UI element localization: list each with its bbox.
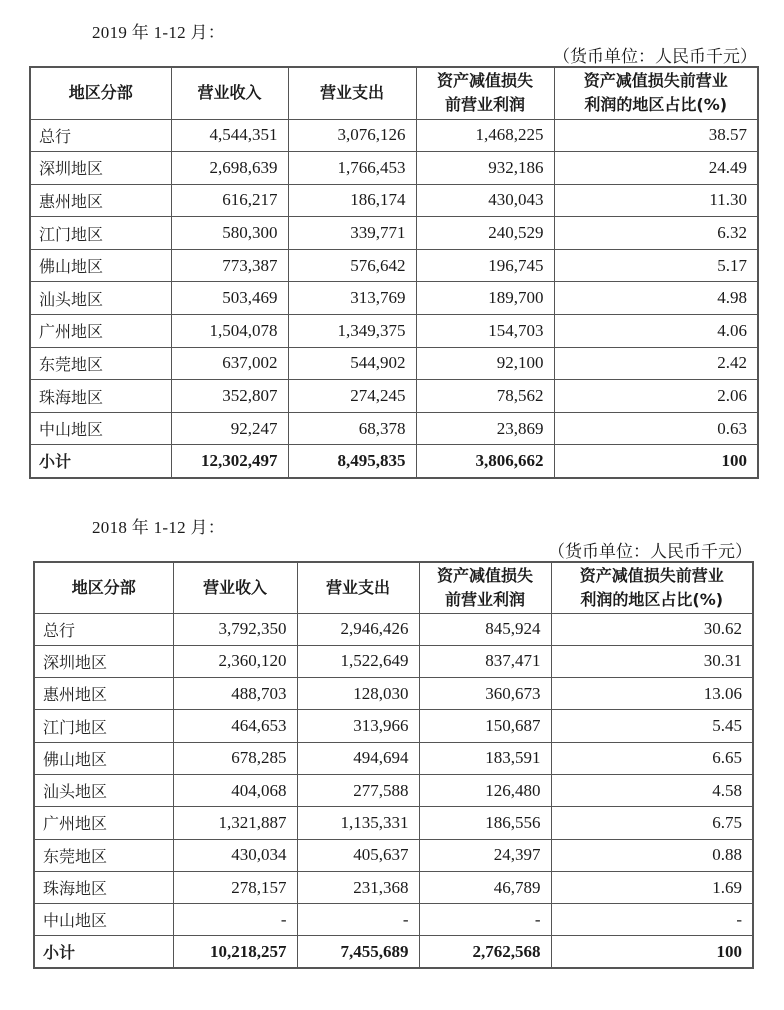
- cell-region: 总行: [34, 613, 173, 645]
- cell-expense: 274,245: [288, 380, 416, 413]
- cell-income: 637,002: [171, 347, 288, 380]
- cell-income: 488,703: [173, 678, 297, 710]
- table-row: [34, 613, 753, 645]
- cell-share: 13.06: [551, 678, 753, 710]
- table-row: [30, 217, 758, 250]
- table-row: [30, 184, 758, 217]
- cell-profit: 360,673: [419, 678, 551, 710]
- table-row: [34, 774, 753, 806]
- cell-share: 11.30: [554, 184, 758, 217]
- cell-expense: 576,642: [288, 249, 416, 282]
- cell-total-profit: 3,806,662: [416, 445, 554, 478]
- header-region: 地区分部: [34, 562, 173, 613]
- table-row: [30, 315, 758, 348]
- header-operating-income: 营业收入: [171, 67, 288, 119]
- table-row: [34, 742, 753, 774]
- cell-region: 江门地区: [34, 710, 173, 742]
- cell-share: 30.31: [551, 645, 753, 677]
- cell-expense: 128,030: [297, 678, 419, 710]
- table-row: [34, 645, 753, 677]
- cell-region: 江门地区: [30, 217, 171, 250]
- cell-income: 2,360,120: [173, 645, 297, 677]
- header-profit-share-pct: 资产减值损失前营业 利润的地区占比(%): [554, 67, 758, 119]
- cell-expense: 186,174: [288, 184, 416, 217]
- cell-region: 总行: [30, 119, 171, 152]
- cell-profit: 837,471: [419, 645, 551, 677]
- cell-profit: 189,700: [416, 282, 554, 315]
- cell-share: 2.06: [554, 380, 758, 413]
- header-operating-expense: 营业支出: [288, 67, 416, 119]
- table-row: [30, 119, 758, 152]
- cell-expense: 1,766,453: [288, 152, 416, 185]
- cell-income: 92,247: [171, 412, 288, 445]
- cell-share: 1.69: [551, 871, 753, 903]
- cell-region: 珠海地区: [30, 380, 171, 413]
- cell-expense: 3,076,126: [288, 119, 416, 152]
- cell-profit: 92,100: [416, 347, 554, 380]
- cell-profit: 126,480: [419, 774, 551, 806]
- table-row: [34, 807, 753, 839]
- cell-share: 38.57: [554, 119, 758, 152]
- cell-share: 6.75: [551, 807, 753, 839]
- cell-region: 汕头地区: [34, 774, 173, 806]
- cell-region: 珠海地区: [34, 871, 173, 903]
- header-profit-before-impairment: 资产减值损失 前营业利润: [416, 67, 554, 119]
- cell-profit: 196,745: [416, 249, 554, 282]
- cell-region: 佛山地区: [34, 742, 173, 774]
- cell-expense: 544,902: [288, 347, 416, 380]
- cell-expense: 1,522,649: [297, 645, 419, 677]
- header-profit-share-pct: 资产减值损失前营业 利润的地区占比(%): [551, 562, 753, 613]
- cell-share: 6.32: [554, 217, 758, 250]
- cell-profit: 430,043: [416, 184, 554, 217]
- cell-region: 东莞地区: [34, 839, 173, 871]
- cell-share: 0.63: [554, 412, 758, 445]
- cell-share: -: [551, 904, 753, 936]
- cell-total-share: 100: [551, 936, 753, 968]
- cell-total-expense: 7,455,689: [297, 936, 419, 968]
- cell-expense: 1,135,331: [297, 807, 419, 839]
- cell-region: 中山地区: [30, 412, 171, 445]
- cell-total-profit: 2,762,568: [419, 936, 551, 968]
- cell-expense: 313,769: [288, 282, 416, 315]
- cell-expense: -: [297, 904, 419, 936]
- cell-expense: 277,588: [297, 774, 419, 806]
- cell-profit: 46,789: [419, 871, 551, 903]
- table-row: [30, 282, 758, 315]
- table-row: [34, 710, 753, 742]
- cell-income: 503,469: [171, 282, 288, 315]
- cell-share: 4.58: [551, 774, 753, 806]
- table-total-row: [34, 936, 753, 968]
- cell-expense: 231,368: [297, 871, 419, 903]
- currency-unit-note-2018: （货币单位：人民币千元）: [548, 542, 752, 561]
- cell-total-expense: 8,495,835: [288, 445, 416, 478]
- cell-profit: -: [419, 904, 551, 936]
- cell-share: 5.45: [551, 710, 753, 742]
- cell-expense: 2,946,426: [297, 613, 419, 645]
- cell-income: 1,321,887: [173, 807, 297, 839]
- cell-profit: 845,924: [419, 613, 551, 645]
- cell-region: 深圳地区: [30, 152, 171, 185]
- cell-income: 464,653: [173, 710, 297, 742]
- table-row: [34, 871, 753, 903]
- cell-total-label: 小计: [30, 445, 171, 478]
- header-operating-income: 营业收入: [173, 562, 297, 613]
- cell-profit: 186,556: [419, 807, 551, 839]
- cell-expense: 1,349,375: [288, 315, 416, 348]
- cell-total-label: 小计: [34, 936, 173, 968]
- cell-income: 580,300: [171, 217, 288, 250]
- cell-share: 5.17: [554, 249, 758, 282]
- cell-profit: 150,687: [419, 710, 551, 742]
- cell-expense: 313,966: [297, 710, 419, 742]
- cell-profit: 183,591: [419, 742, 551, 774]
- period-label-2018: 2018 年 1-12 月：: [92, 518, 226, 537]
- cell-share: 0.88: [551, 839, 753, 871]
- cell-share: 6.65: [551, 742, 753, 774]
- table-row: [30, 380, 758, 413]
- cell-region: 惠州地区: [34, 678, 173, 710]
- cell-profit: 23,869: [416, 412, 554, 445]
- cell-expense: 339,771: [288, 217, 416, 250]
- cell-expense: 68,378: [288, 412, 416, 445]
- currency-unit-note-2019: （货币单位：人民币千元）: [553, 47, 757, 66]
- cell-region: 东莞地区: [30, 347, 171, 380]
- table-row: [34, 904, 753, 936]
- cell-profit: 24,397: [419, 839, 551, 871]
- cell-income: 678,285: [173, 742, 297, 774]
- table-row: [30, 249, 758, 282]
- cell-region: 汕头地区: [30, 282, 171, 315]
- cell-expense: 494,694: [297, 742, 419, 774]
- cell-share: 4.06: [554, 315, 758, 348]
- table-row: [30, 412, 758, 445]
- cell-profit: 1,468,225: [416, 119, 554, 152]
- cell-region: 中山地区: [34, 904, 173, 936]
- cell-income: -: [173, 904, 297, 936]
- cell-share: 30.62: [551, 613, 753, 645]
- cell-income: 773,387: [171, 249, 288, 282]
- cell-profit: 240,529: [416, 217, 554, 250]
- cell-region: 惠州地区: [30, 184, 171, 217]
- cell-region: 广州地区: [30, 315, 171, 348]
- cell-region: 深圳地区: [34, 645, 173, 677]
- cell-region: 广州地区: [34, 807, 173, 839]
- header-profit-before-impairment: 资产减值损失 前营业利润: [419, 562, 551, 613]
- cell-total-income: 10,218,257: [173, 936, 297, 968]
- cell-share: 4.98: [554, 282, 758, 315]
- cell-income: 1,504,078: [171, 315, 288, 348]
- cell-share: 24.49: [554, 152, 758, 185]
- cell-income: 278,157: [173, 871, 297, 903]
- cell-expense: 405,637: [297, 839, 419, 871]
- cell-share: 2.42: [554, 347, 758, 380]
- period-label-2019: 2019 年 1-12 月：: [92, 23, 226, 42]
- cell-profit: 78,562: [416, 380, 554, 413]
- header-operating-expense: 营业支出: [297, 562, 419, 613]
- regional-segment-table-2018: [33, 561, 754, 969]
- cell-income: 2,698,639: [171, 152, 288, 185]
- cell-total-income: 12,302,497: [171, 445, 288, 478]
- cell-income: 3,792,350: [173, 613, 297, 645]
- cell-income: 430,034: [173, 839, 297, 871]
- cell-profit: 154,703: [416, 315, 554, 348]
- cell-income: 616,217: [171, 184, 288, 217]
- table-row: [34, 839, 753, 871]
- table-row: [30, 347, 758, 380]
- table-row: [30, 152, 758, 185]
- cell-income: 404,068: [173, 774, 297, 806]
- table-header-row: [30, 67, 758, 119]
- cell-income: 352,807: [171, 380, 288, 413]
- cell-income: 4,544,351: [171, 119, 288, 152]
- table-total-row: [30, 445, 758, 478]
- cell-region: 佛山地区: [30, 249, 171, 282]
- table-header-row: [34, 562, 753, 613]
- cell-profit: 932,186: [416, 152, 554, 185]
- regional-segment-table-2019: [29, 66, 759, 479]
- cell-total-share: 100: [554, 445, 758, 478]
- table-row: [34, 678, 753, 710]
- header-region: 地区分部: [30, 67, 171, 119]
